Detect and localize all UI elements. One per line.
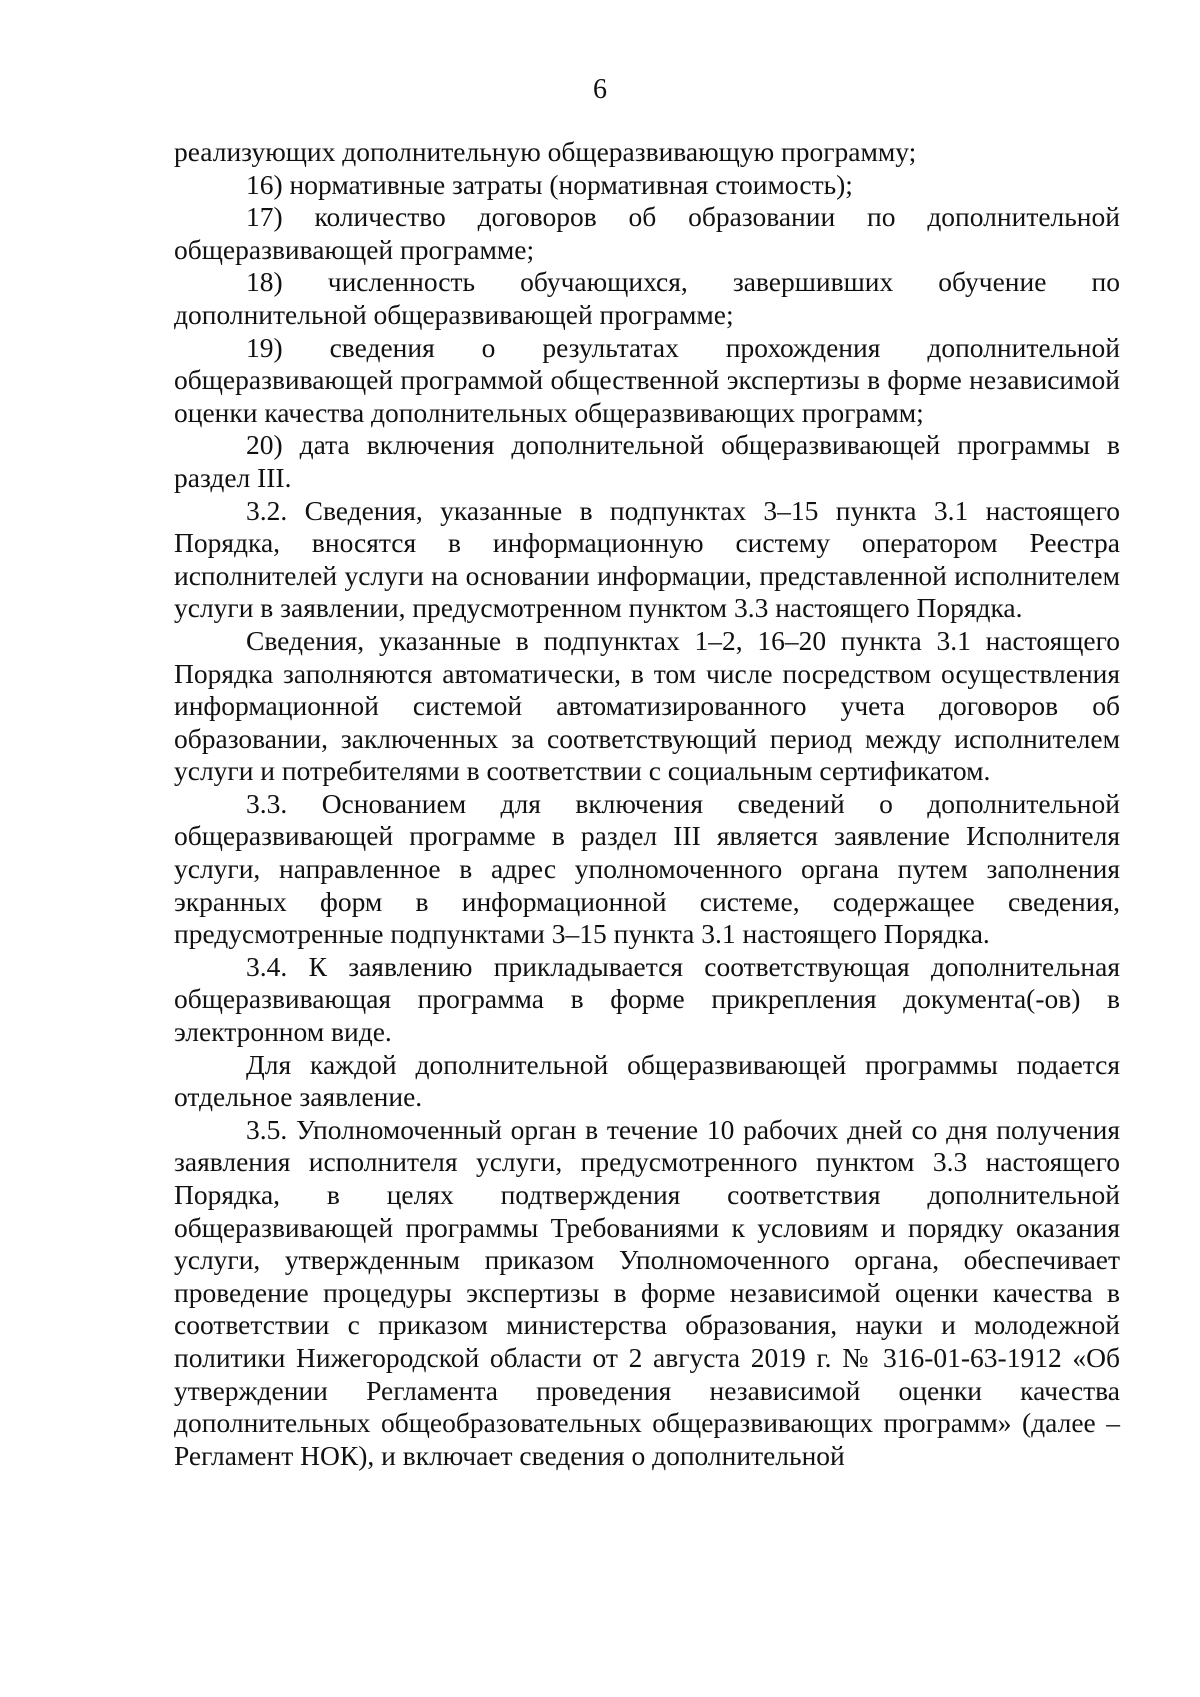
paragraph: Для каждой дополнительной общеразвивающей программы подается отдельное заявление.	[174, 1048, 1120, 1113]
document-body	[174, 136, 1120, 1472]
paragraph: Сведения, указанные в подпунктах 1–2, 16–20 пункта 3.1 настоящего Порядка заполняются автоматически, в том числе посредством осуществления информационной системой автоматизированного учета договоров об образовании, заключенных за соответствующий период между исполнителем услуги и потребителями в соответствии с социальным сертификатом.	[174, 624, 1120, 787]
paragraph: 3.4. К заявлению прикладывается соответствующая дополнительная общеразвивающая программа в форме прикрепления документа(-ов) в электронном виде.	[174, 950, 1120, 1048]
paragraph: 17) количество договоров об образовании по дополнительной общеразвивающей программе;	[174, 201, 1120, 265]
paragraph: 20) дата включения дополнительной общеразвивающей программы в раздел III.	[174, 429, 1120, 493]
paragraph: 3.2. Сведения, указанные в подпунктах 3–15 пункта 3.1 настоящего Порядка, вносятся в информационную систему оператором Реестра исполнителей услуги на основании информации, представленной исполнителем услуги в заявлении, предусмотренном пунктом 3.3 настоящего Порядка.	[174, 494, 1120, 624]
paragraph: 3.3. Основанием для включения сведений о дополнительной общеразвивающей программе в раздел III является заявление Исполнителя услуги, направленное в адрес уполномоченного органа путем заполнения экранных форм в информационной системе, содержащее сведения, предусмотренные подпунктами 3–15 пункта 3.1 настоящего Порядка.	[174, 787, 1120, 950]
paragraph: 16) нормативные затраты (нормативная стоимость);	[246, 168, 853, 200]
paragraph: реализующих дополнительную общеразвивающую программу;	[174, 136, 917, 167]
paragraph: 18) численность обучающихся, завершивших обучение по дополнительной общеразвивающей программе;	[174, 266, 1120, 330]
paragraph: 19) сведения о результатах прохождения дополнительной общеразвивающей программой общественной экспертизы в форме независимой оценки качества дополнительных общеразвивающих программ;	[174, 331, 1120, 428]
paragraph: 3.5. Уполномоченный орган в течение 10 рабочих дней со дня получения заявления исполнителя услуги, предусмотренного пунктом 3.3 настоящего Порядка, в целях подтверждения соответствия дополнительной общеразвивающей программы Требованиями к условиям и порядку оказания услуги, утвержденным приказом Уполномоченного органа, обеспечивает проведение процедуры экспертизы в форме независимой оценки качества в соответствии с приказом министерства образования, науки и молодежной политики Нижегородской области от 2 августа 2019 г. № 316-01-63-1912 «Об утверждении Регламента проведения независимой оценки качества дополнительных общеобразовательных общеразвивающих программ» (далее – Регламент НОК), и включает сведения о дополнительной	[174, 1113, 1120, 1471]
page-number: 6	[593, 74, 607, 105]
